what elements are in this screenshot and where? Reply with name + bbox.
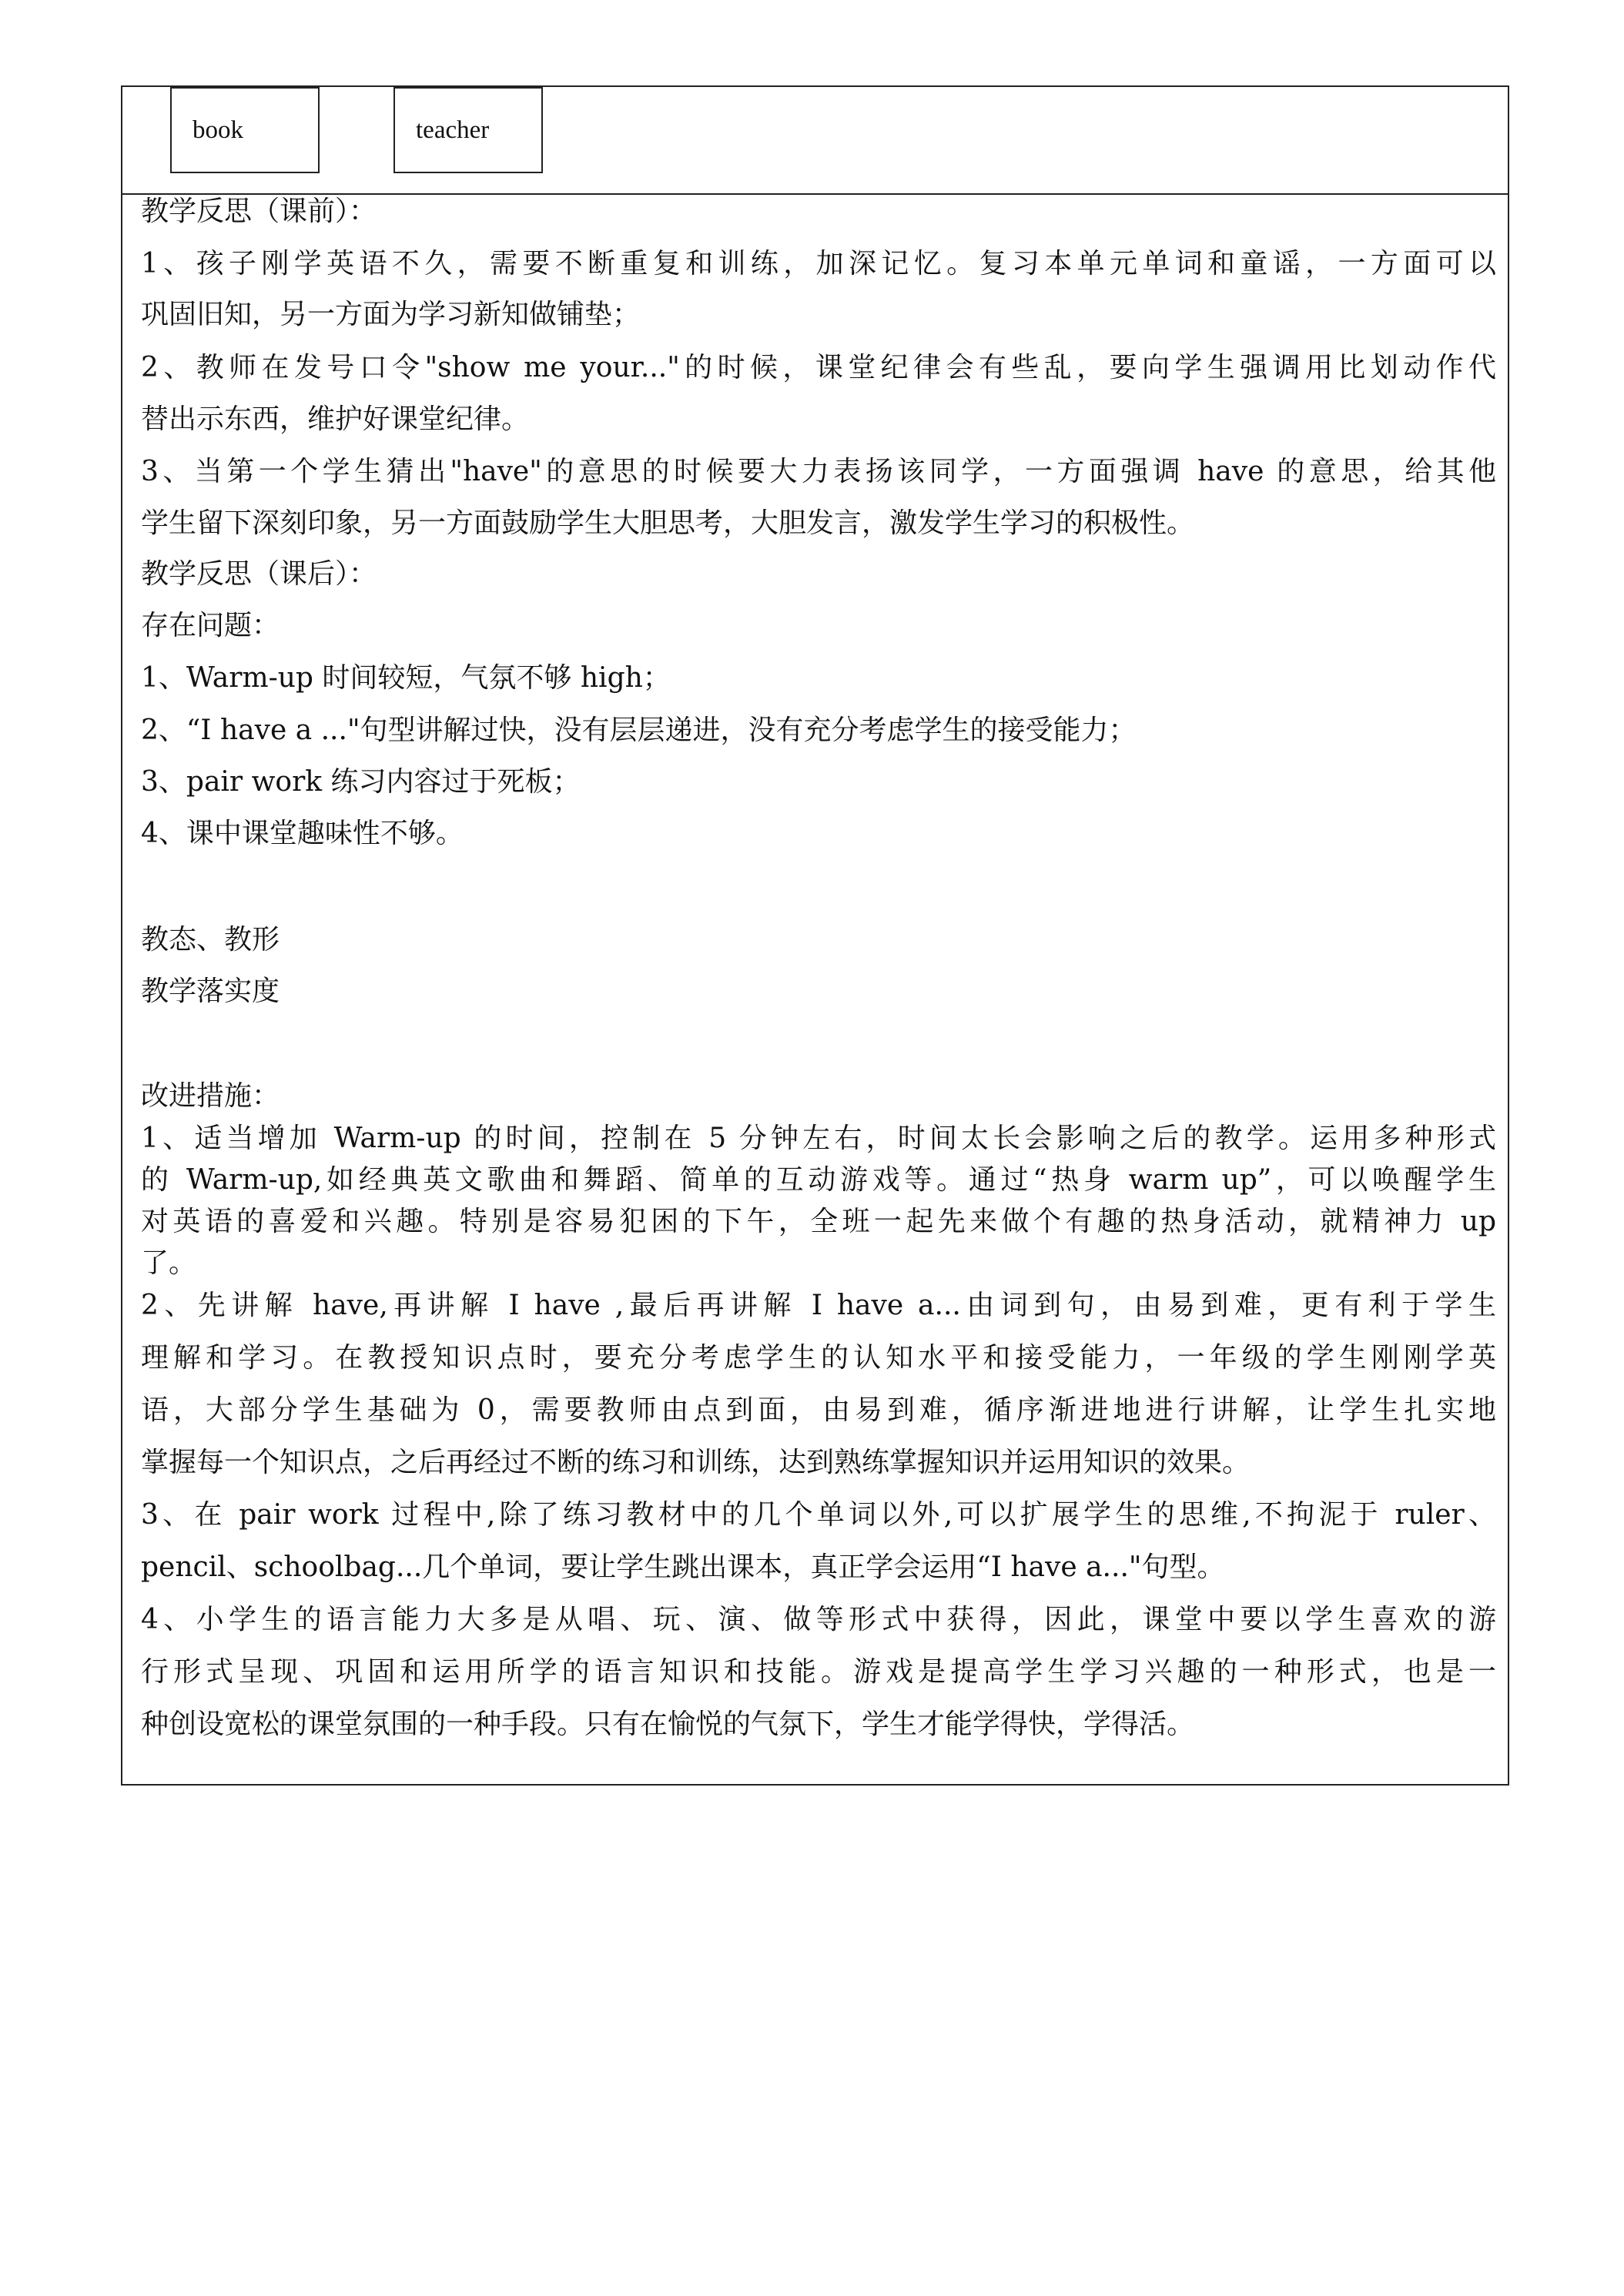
text-line: 教态、教形: [141, 924, 280, 956]
text-line: 语，大部分学生基础为 0，需要教师由点到面，由易到难，循序渐进地进行讲解，让学生扎实地: [141, 1394, 1496, 1426]
text-line: 对英语的喜爱和兴趣。特别是容易犯困的下午，全班一起先来做个有趣的热身活动，就精神力 up: [141, 1206, 1496, 1237]
text-line: 学生留下深刻印象，另一方面鼓励学生大胆思考，大胆发言，激发学生学习的积极性。: [141, 507, 1195, 539]
text-line: 了。: [141, 1247, 197, 1279]
text-line: 1、孩子刚学英语不久，需要不断重复和训练，加深记忆。复习本单元单词和童谣，一方面可以: [141, 248, 1496, 279]
text-line: 1、适当增加 Warm-up 的时间，控制在 5 分钟左右，时间太长会影响之后的教学。运用多种形式: [141, 1123, 1496, 1154]
heading-improvements: 改进措施：: [141, 1080, 280, 1112]
text-line: 理解和学习。在教授知识点时，要充分考虑学生的认知水平和接受能力，一年级的学生刚刚学英: [141, 1342, 1496, 1374]
word-card-row: [122, 87, 1508, 195]
text-line: 行形式呈现、巩固和运用所学的语言知识和技能。游戏是提高学生学习兴趣的一种形式，也是一: [141, 1656, 1496, 1688]
word-card-book: book: [170, 87, 320, 173]
text-line: 2、教师在发号口令"show me your..."的时候，课堂纪律会有些乱，要向学生强调用比划动作代: [141, 352, 1496, 383]
text-line: 3、当第一个学生猜出"have"的意思的时候要大力表扬该同学，一方面强调 have 的意思，给其他: [141, 456, 1496, 487]
word-card-teacher: teacher: [393, 87, 543, 173]
text-line: 教学落实度: [141, 976, 280, 1007]
text-line: 1、Warm-up 时间较短，气氛不够 high；: [141, 662, 671, 694]
reflection-table: [121, 85, 1509, 1786]
text-line: 替出示东西，维护好课堂纪律。: [141, 403, 530, 435]
heading-post-class-reflection: 教学反思（课后）：: [141, 558, 377, 590]
text-line: 2、“I have a ..."句型讲解过快，没有层层递进，没有充分考虑学生的接受能力；: [141, 715, 1137, 746]
heading-problems: 存在问题：: [141, 610, 280, 641]
text-line: 的 Warm-up,如经典英文歌曲和舞蹈、简单的互动游戏等。通过“热身 warm up”，可以唤醒学生: [141, 1164, 1496, 1196]
text-line: 3、在 pair work 过程中,除了练习教材中的几个单词以外,可以扩展学生的思维,不拘泥于 ruler、: [141, 1499, 1496, 1531]
heading-pre-class-reflection: 教学反思（课前）：: [141, 196, 377, 227]
text-line: 4、小学生的语言能力大多是从唱、玩、演、做等形式中获得，因此，课堂中要以学生喜欢的游: [141, 1604, 1496, 1635]
text-line: 2、先讲解 have,再讲解 I have ,最后再讲解 I have a...由词到句，由易到难，更有利于学生: [141, 1290, 1496, 1321]
text-line: 掌握每一个知识点，之后再经过不断的练习和训练，达到熟练掌握知识并运用知识的效果。: [141, 1447, 1251, 1478]
text-line: 种创设宽松的课堂氛围的一种手段。只有在愉悦的气氛下，学生才能学得快，学得活。: [141, 1709, 1195, 1740]
text-line: 巩固旧知，另一方面为学习新知做铺垫；: [141, 299, 641, 330]
text-line: 4、课中课堂趣味性不够。: [141, 818, 464, 849]
text-line: pencil、schoolbag...几个单词，要让学生跳出课本，真正学会运用“I have a..."句型。: [141, 1551, 1225, 1583]
text-line: 3、pair work 练习内容过于死板；: [141, 766, 581, 798]
reflection-content: [122, 195, 1508, 1786]
